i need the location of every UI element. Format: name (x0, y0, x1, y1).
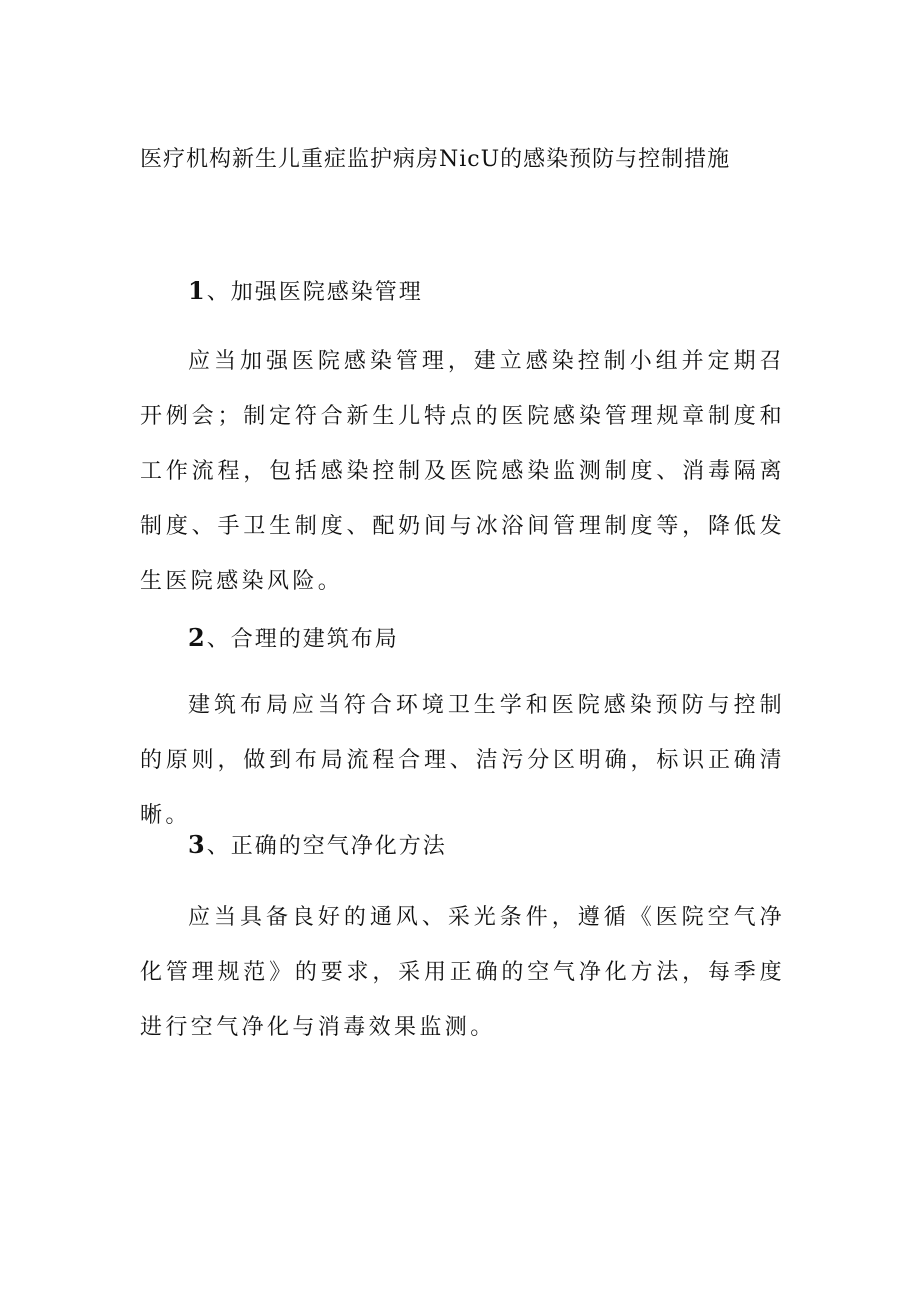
section-body-2: 建筑布局应当符合环境卫生学和医院感染预防与控制的原则，做到布局流程合理、洁污分区明确，标识正确清晰。 (140, 693, 785, 828)
document-title: 医疗机构新生儿重症监护病房NicU的感染预防与控制措施 (140, 147, 731, 172)
section-heading-text-3: 、正确的空气净化方法 (206, 834, 447, 859)
section-number-2: 2 (188, 623, 207, 652)
section-heading-text-1: 、加强医院感染管理 (206, 280, 423, 305)
section-heading-3 (188, 827, 447, 865)
section-body-1: 应当加强医院感染管理，建立感染控制小组并定期召开例会；制定符合新生儿特点的医院感染管理规章制度和工作流程，包括感染控制及医院感染监测制度、消毒隔离制度、手卫生制度、配奶间与冰浴间管理制度等，降低发生医院感染风险。 (140, 349, 785, 594)
section-heading-text-2: 、合理的建筑布局 (206, 627, 399, 652)
section-number-3: 3 (188, 830, 207, 859)
section-heading-2 (188, 620, 399, 658)
section-body-3: 应当具备良好的通风、采光条件，遵循《医院空气净化管理规范》的要求，采用正确的空气净化方法，每季度进行空气净化与消毒效果监测。 (140, 905, 785, 1040)
section-number-1: 1 (188, 276, 207, 305)
section-heading-1 (188, 273, 423, 311)
